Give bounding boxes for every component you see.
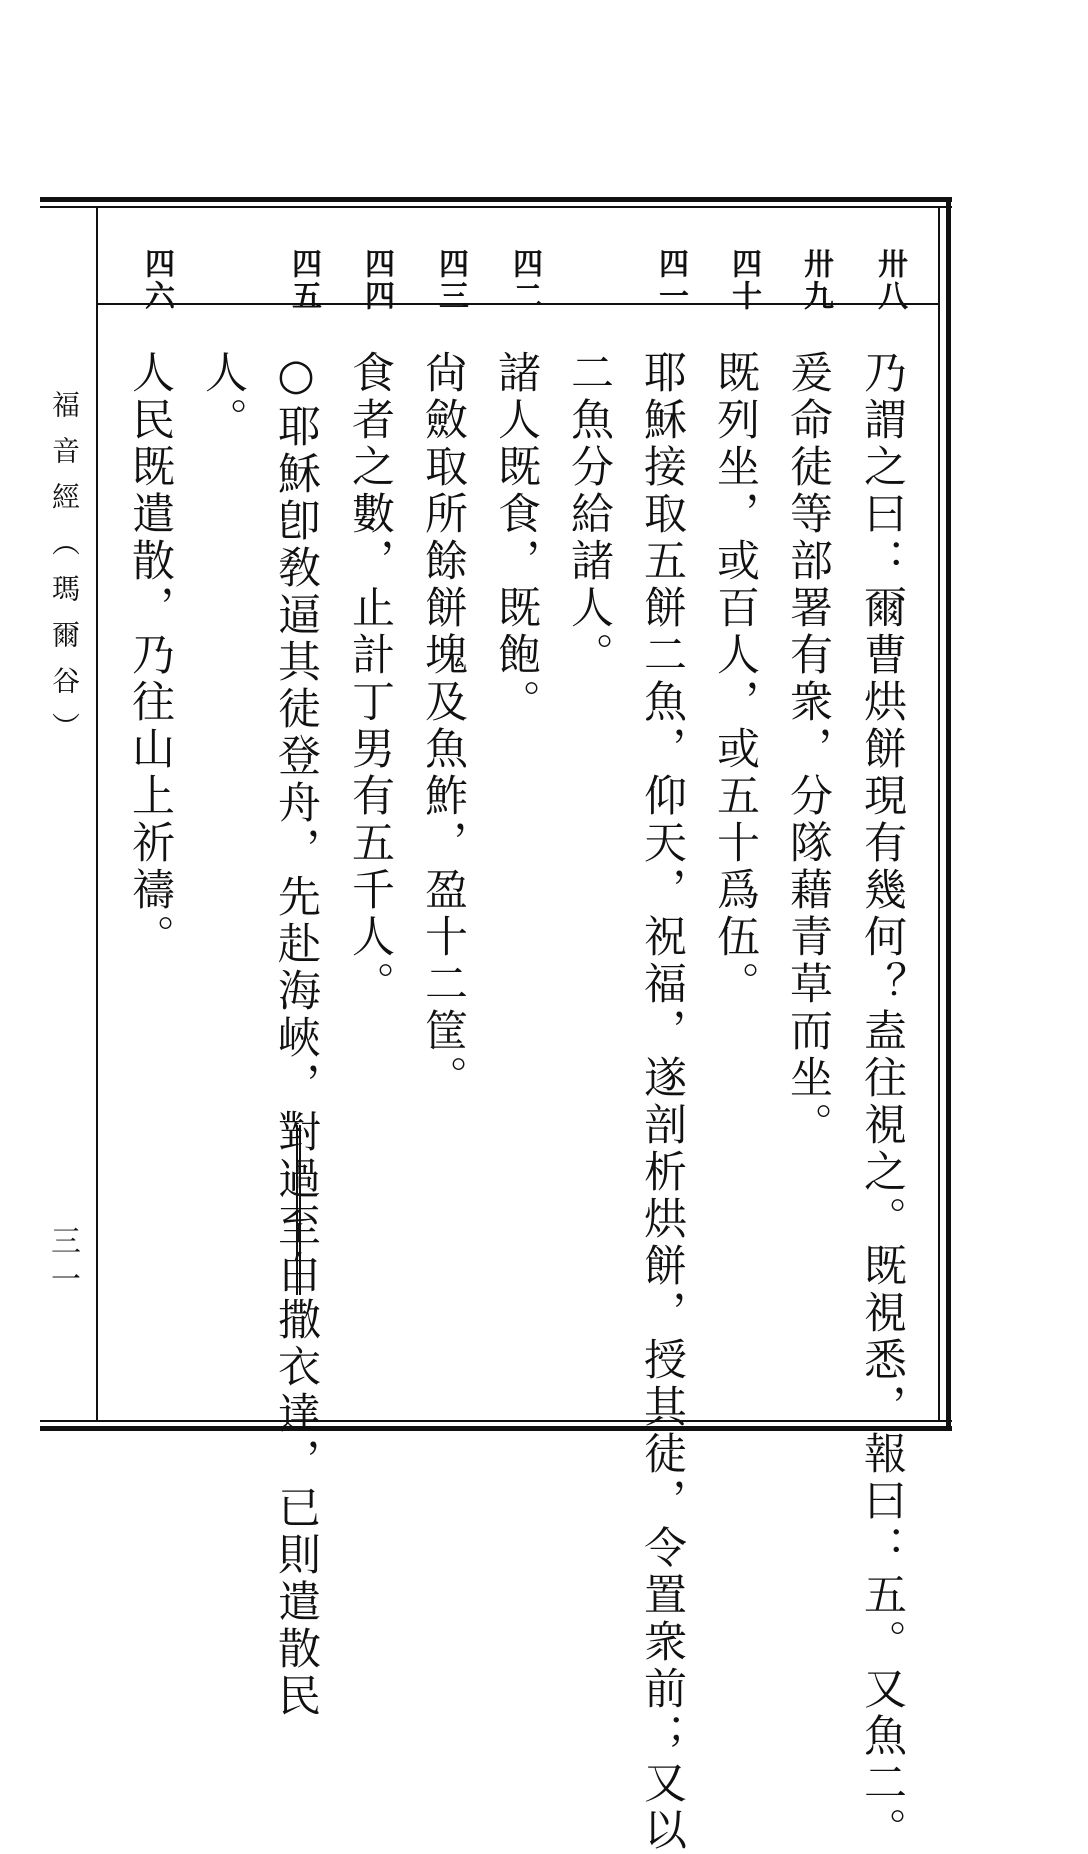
text-line-verse-45: ○耶穌卽敎逼其徒登舟，先赴海峽，對過至白撒衣達，已則遣散民 [271, 350, 321, 1720]
verse-number: 卅九 [798, 248, 833, 312]
text-line-verse-41-cont: 二魚分給諸人。 [564, 350, 614, 679]
text-line-verse-39: 爰命徒等部署有衆，分隊藉青草而坐。 [783, 350, 833, 1149]
text-line-verse-42: 諸人既食，既飽。 [491, 350, 541, 726]
text-line-verse-40: 既列坐，或百人，或五十爲伍。 [710, 350, 760, 1008]
verse-number: 四二 [507, 248, 542, 312]
verse-number: 卅八 [872, 248, 907, 312]
right-border-outer [946, 197, 951, 1431]
verse-number: 四一 [653, 248, 688, 312]
page-number: 三一 [45, 1225, 80, 1301]
verse-number: 四三 [433, 248, 468, 312]
verse-number: 四五 [286, 248, 321, 312]
top-double-rule-outer [40, 197, 952, 202]
text-line-verse-45-cont: 人。 [198, 350, 248, 444]
text-line-verse-44: 食者之數，止計丁男有五千人。 [345, 350, 395, 1008]
margin-column-divider [96, 208, 98, 1420]
verse-number: 四十 [726, 248, 761, 312]
text-line-verse-38: 乃謂之曰：爾曹烘餅現有幾何？盍往視之。既視悉，報曰：五。又魚二。 [857, 350, 907, 1854]
text-line-verse-46: 人民既遣散，乃往山上祈禱。 [125, 350, 175, 961]
bottom-double-rule-inner [40, 1426, 952, 1431]
verse-number: 四六 [139, 248, 174, 312]
proper-name-mark [296, 1125, 301, 1295]
text-line-verse-41: 耶穌接取五餅二魚，仰天，祝福，遂剖析烘餅，授其徒，令置衆前；又以 [637, 350, 687, 1854]
text-line-verse-43: 尙斂取所餘餅塊及魚鮓，盈十二筐。 [418, 350, 468, 1102]
bottom-double-rule-outer [40, 1420, 952, 1422]
top-double-rule-inner [40, 206, 952, 208]
right-border-inner [938, 208, 940, 1420]
margin-book-title: 福音經（瑪爾谷） [48, 390, 81, 758]
verse-number: 四四 [359, 248, 394, 312]
